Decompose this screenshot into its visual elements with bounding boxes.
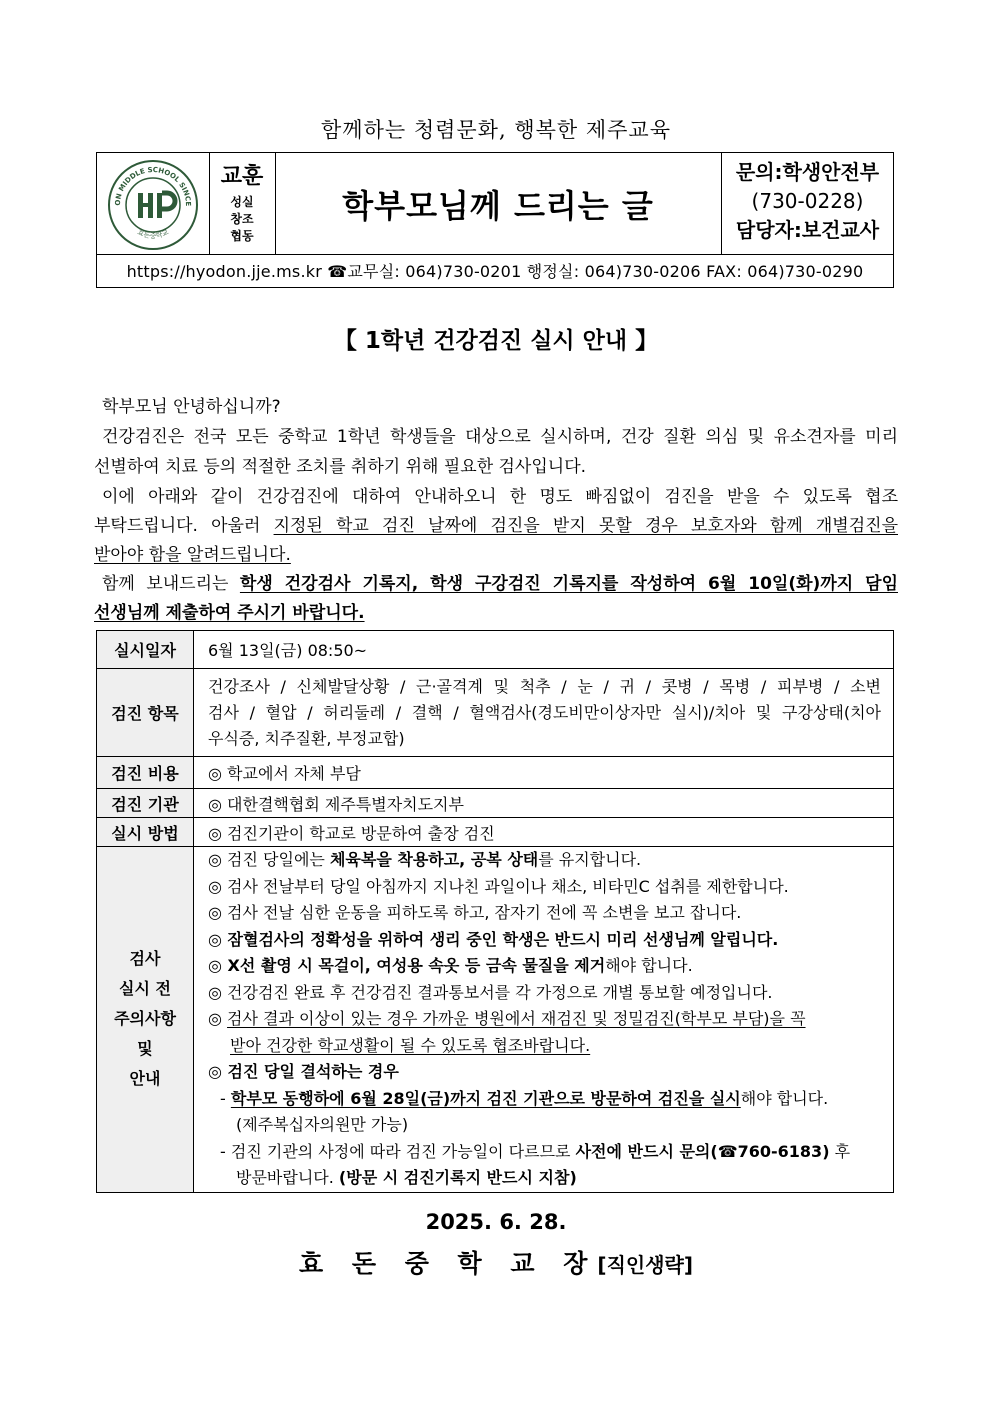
note-item: ◎ 잠혈검사의 정확성을 위하여 생리 중인 학생은 반드시 미리 선생님께 알립니다. xyxy=(208,929,779,949)
note-item: ◎ 검사 전날부터 당일 아침까지 지나친 과일이나 채소, 비타민C 섭취를 제한합니다. xyxy=(208,876,789,896)
note-item: 방문바랍니다. (방문 시 검진기록지 반드시 지참) xyxy=(236,1168,577,1187)
note-item: ◎ X선 촬영 시 목걸이, 여성용 속옷 등 금속 물질을 제거해야 합니다. xyxy=(208,956,693,975)
note-item: (제주복십자의원만 가능) xyxy=(236,1115,409,1134)
logo-korean-text: 효돈중학교 xyxy=(135,228,171,241)
para1-line1: 건강검진은 전국 모든 중학교 1학년 학생들을 대상으로 실시하며, 건강 질환 의심 및 유소견자를 미리 xyxy=(102,427,898,447)
para3-line1: 함께 보내드리는 학생 건강검사 기록지, 학생 구강검진 기록지를 작성하여 6월 10일(화)까지 담임 xyxy=(102,574,898,594)
para3-line2: 선생님께 제출하여 주시기 바랍니다. xyxy=(94,603,365,623)
note-item: ◎ 검사 전날 심한 운동을 피하도록 하고, 잠자기 전에 꼭 소변을 보고 잡니다. xyxy=(208,903,742,922)
precautions-list xyxy=(194,847,894,1193)
letter-title: 학부모님께 드리는 글 xyxy=(342,186,654,225)
table-row xyxy=(97,669,894,757)
row-label: 실시일자 xyxy=(97,631,194,669)
note-item: - 학부모 동행하에 6월 28일(금)까지 검진 기관으로 방문하여 검진을 실시해야 합니다. xyxy=(220,1088,829,1108)
motto-item: 성실 xyxy=(230,195,254,209)
row-value: ◎ 학교에서 자체 부담 xyxy=(194,757,894,789)
letterhead xyxy=(96,152,894,288)
issue-date: 2025. 6. 28. xyxy=(425,1210,567,1234)
row-label: 검진 항목 xyxy=(97,669,194,757)
note-item: 받아 건강한 학교생활이 될 수 있도록 협조바랍니다. xyxy=(230,1035,591,1055)
contact-person: 담당자:보건교사 xyxy=(735,218,880,242)
note-item: ◎ 검진 당일에는 체육복을 착용하고, 공복 상태를 유지합니다. xyxy=(208,850,642,869)
note-item: ◎ 건강검진 완료 후 건강검진 결과통보서를 각 가정으로 개별 통보할 예정입니다. xyxy=(208,982,773,1002)
row-value: 건강조사 / 신체발달상황 / 근·골격계 및 척추 / 눈 / 귀 / 콧병 / 목병 / 피부병 / 소변 검사 / 혈압 / 허리둘레 / 결핵 / 혈액검사(경도비만이상자만 실시)/치아 및 구강상태(치아 우식증, 치주질환, 부정교합) xyxy=(194,669,894,757)
document-title: 【 1학년 건강검진 실시 안내 】 xyxy=(333,328,659,354)
table-row xyxy=(97,847,894,1193)
school-logo xyxy=(97,153,210,254)
contact-dept: 문의:학생안전부 xyxy=(735,160,880,184)
para2-line1: 이에 아래와 같이 건강검진에 대하여 안내하오니 한 명도 빠짐없이 검진을 받을 수 있도록 협조 xyxy=(102,487,898,507)
motto-item: 창조 xyxy=(230,212,254,226)
row-label: 검진 기관 xyxy=(97,789,194,818)
para1-line2: 선별하여 치료 등의 적절한 조치를 취하기 위해 필요한 검사입니다. xyxy=(94,457,587,477)
signer: 효 돈 중 학 교 장[직인생략] xyxy=(299,1249,693,1278)
row-label: 검사 실시 전 주의사항 및 안내 xyxy=(97,847,194,1193)
contact-phone: (730-0228) xyxy=(751,189,864,213)
note-item: ◎ 검진 당일 결석하는 경우 xyxy=(208,1062,399,1081)
table-row xyxy=(97,818,894,847)
slogan: 함께하는 청렴문화, 행복한 제주교육 xyxy=(321,118,671,142)
seal-note: [직인생략] xyxy=(597,1253,693,1277)
school-info-line: https://hyodon.jje.ms.kr ☎교무실: 064)730-0201 행정실: 064)730-0206 FAX: 064)730-0290 xyxy=(126,262,864,281)
para2-line2: 부탁드립니다. 아울러 지정된 학교 검진 날짜에 검진을 받지 못할 경우 보호자와 함께 개별검진을 xyxy=(94,516,898,536)
greeting: 학부모님 안녕하십니까? xyxy=(102,397,281,417)
logo-arc-text: ON MIDDLE SCHOOL SINCE xyxy=(113,165,193,207)
contact-info xyxy=(721,153,893,254)
exam-info-table xyxy=(96,630,894,1193)
motto-title: 교훈 xyxy=(220,164,264,189)
row-label: 실시 방법 xyxy=(97,818,194,847)
row-value: ◎ 검진기관이 학교로 방문하여 출장 검진 xyxy=(194,818,894,847)
row-value: 6월 13일(금) 08:50~ xyxy=(194,631,894,669)
motto-item: 협동 xyxy=(230,229,254,243)
school-motto xyxy=(209,153,276,254)
note-item: ◎ 검사 결과 이상이 있는 경우 가까운 병원에서 재검진 및 정밀검진(학부모 부담)을 꼭 xyxy=(208,1009,806,1028)
row-label: 검진 비용 xyxy=(97,757,194,789)
note-item: - 검진 기관의 사정에 따라 검진 가능일이 다르므로 사전에 반드시 문의(☎760-6183) 후 xyxy=(220,1141,851,1161)
table-row xyxy=(97,789,894,818)
para2-line3: 받아야 함을 알려드립니다. xyxy=(94,545,291,565)
svg-text:효돈중학교 xyxy=(136,227,170,240)
table-row xyxy=(97,757,894,789)
row-value: ◎ 대한결핵협회 제주특별자치도지부 xyxy=(194,789,894,818)
table-row xyxy=(97,631,894,669)
